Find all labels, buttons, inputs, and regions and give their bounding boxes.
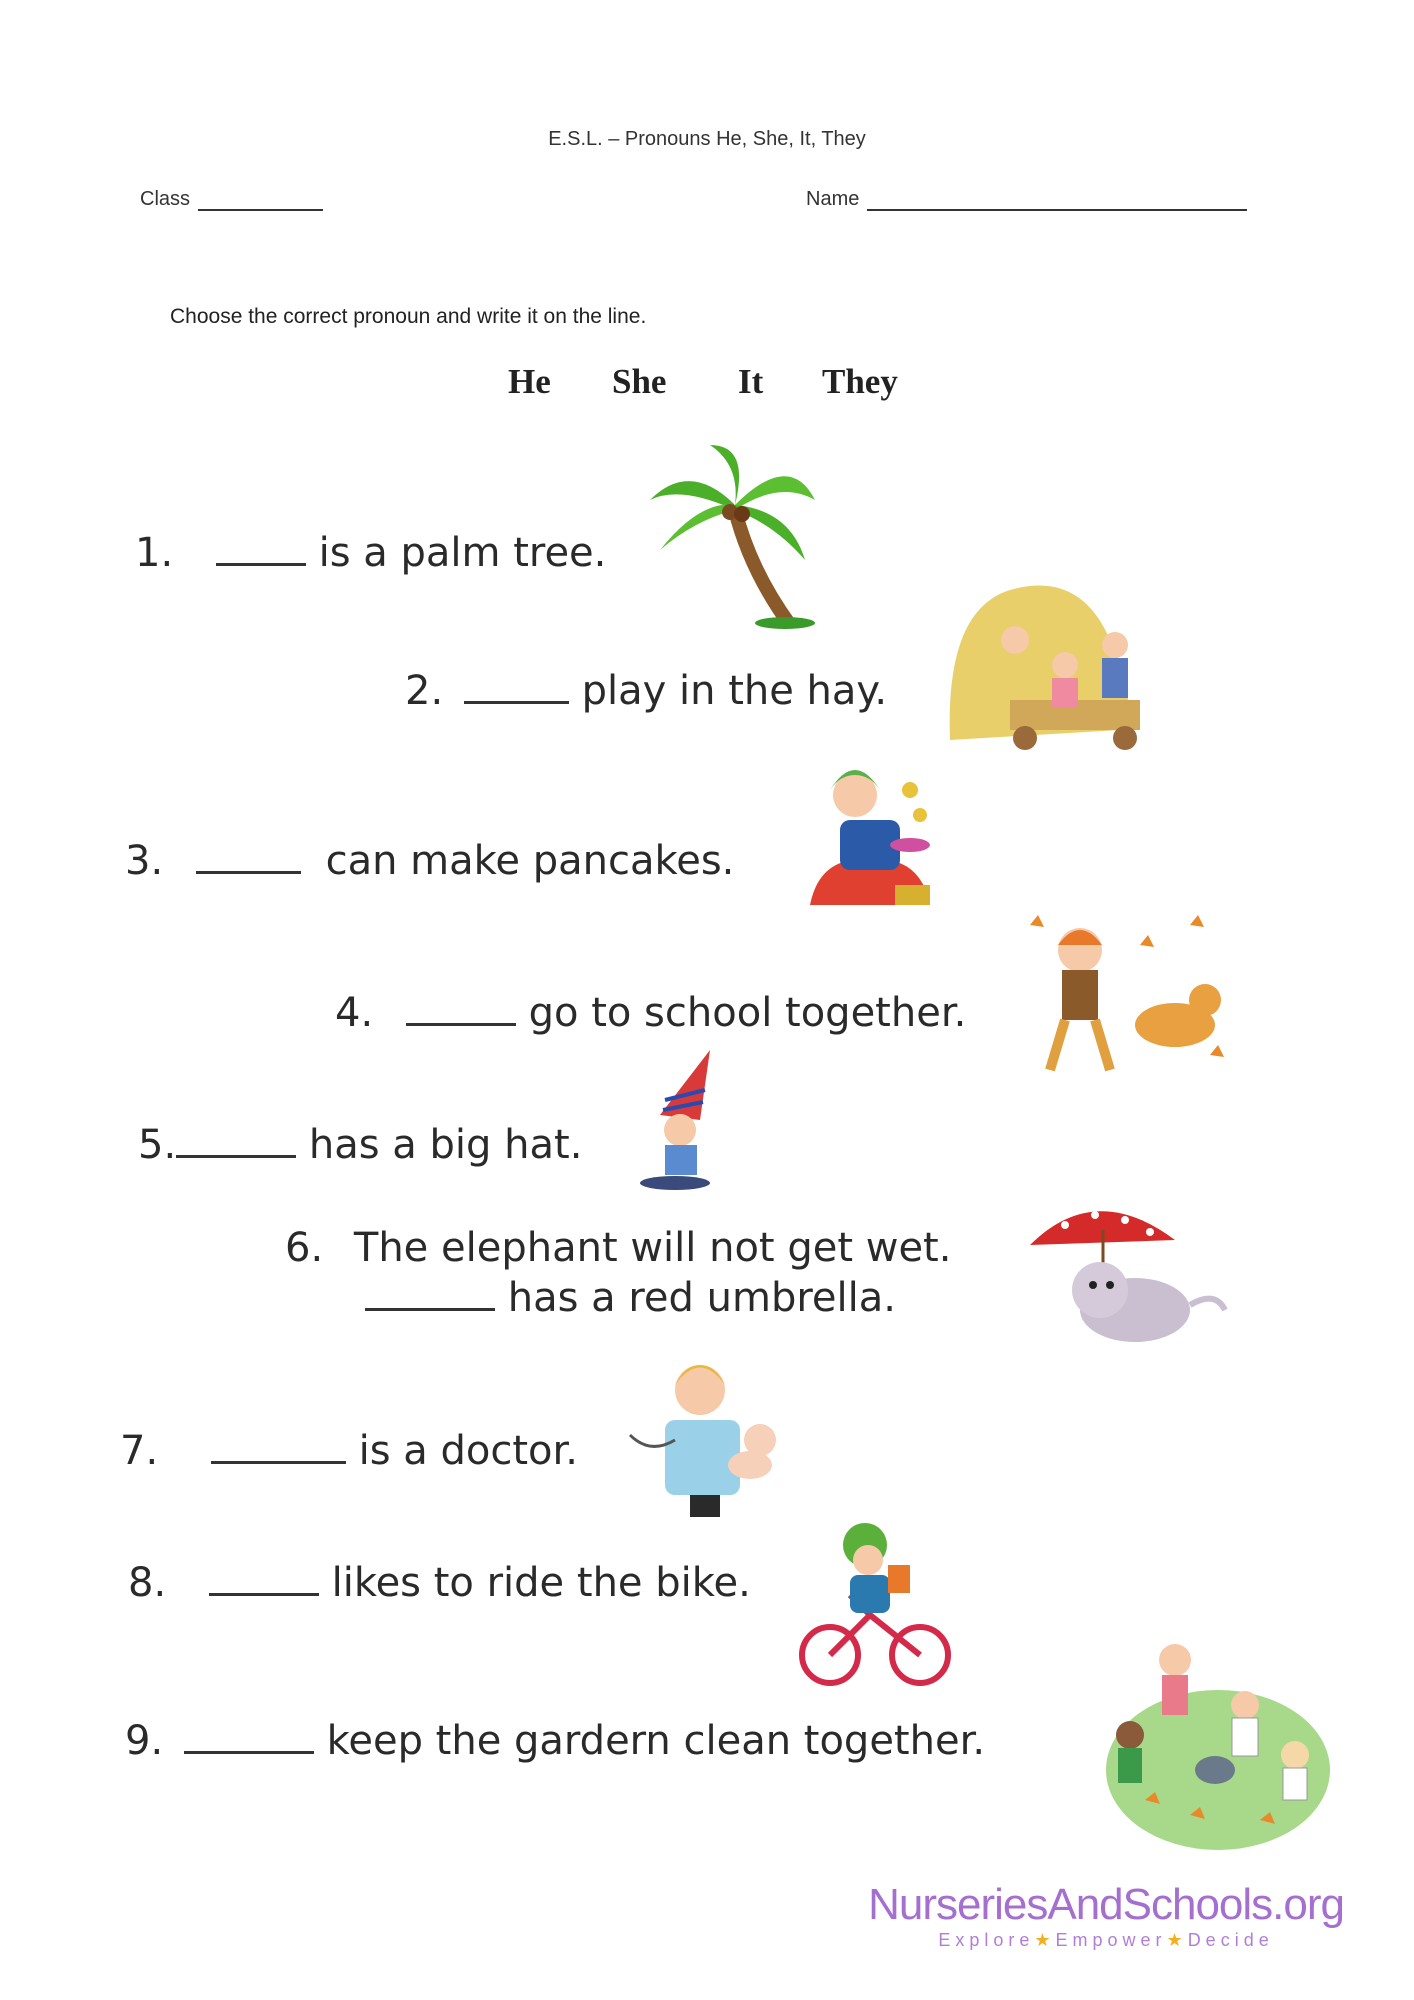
question-6 <box>285 1225 951 1271</box>
question-1 <box>135 530 606 576</box>
question-text: go to school together. <box>528 990 967 1036</box>
gnome-with-hat-image <box>635 1050 735 1195</box>
question-number: 4. <box>335 990 374 1036</box>
question-4 <box>335 990 966 1036</box>
question-3 <box>125 838 734 884</box>
answer-blank[interactable] <box>211 1431 346 1464</box>
answer-blank[interactable] <box>406 993 516 1026</box>
answer-blank[interactable] <box>176 1125 296 1158</box>
doctor-with-baby-image <box>620 1345 790 1520</box>
question-number: 2. <box>405 668 444 714</box>
star-icon: ★ <box>1166 1930 1188 1950</box>
question-5 <box>138 1122 582 1168</box>
question-6-line-2 <box>365 1275 896 1321</box>
question-number: 1. <box>135 530 174 576</box>
question-7 <box>120 1428 578 1474</box>
answer-blank[interactable] <box>196 841 301 874</box>
pronoun-they: They <box>822 362 898 401</box>
grandmother-cooking-image <box>800 745 940 910</box>
elephant-umbrella-image <box>1025 1190 1235 1355</box>
answer-blank[interactable] <box>216 533 306 566</box>
question-text: is a doctor. <box>358 1428 579 1474</box>
instruction-text: Choose the correct pronoun and write it on the line. <box>170 305 647 328</box>
answer-blank[interactable] <box>464 671 569 704</box>
tagline-empower: Empower <box>1055 1930 1167 1950</box>
question-number: 9. <box>125 1718 164 1764</box>
name-write-line[interactable] <box>867 209 1247 211</box>
question-text: likes to ride the bike. <box>331 1560 751 1606</box>
star-icon: ★ <box>1034 1930 1056 1950</box>
class-field <box>140 188 323 211</box>
pronoun-she: She <box>612 362 667 401</box>
boy-and-dog-image <box>1020 905 1230 1085</box>
answer-blank[interactable] <box>184 1721 314 1754</box>
worksheet-title: E.S.L. – Pronouns He, She, It, They <box>548 128 866 150</box>
answer-blank[interactable] <box>209 1563 319 1596</box>
question-text: has a big hat. <box>308 1122 583 1168</box>
name-field <box>806 188 1247 211</box>
logo-tagline <box>868 1930 1344 1951</box>
question-text: The elephant will not get wet. <box>353 1225 952 1271</box>
tagline-decide: Decide <box>1187 1930 1274 1950</box>
class-write-line[interactable] <box>198 209 323 211</box>
question-text: is a palm tree. <box>318 530 607 576</box>
question-8 <box>128 1560 751 1606</box>
answer-blank[interactable] <box>365 1278 495 1311</box>
child-on-bike-image <box>790 1515 960 1690</box>
pronoun-it: It <box>738 362 764 401</box>
pronoun-he: He <box>508 362 551 401</box>
name-label: Name <box>806 188 860 210</box>
question-text: play in the hay. <box>581 668 888 714</box>
logo-name: NurseriesAndSchools.org <box>868 1880 1344 1929</box>
palm-tree-image <box>640 440 820 630</box>
question-text: keep the gardern clean together. <box>326 1718 986 1764</box>
question-number: 3. <box>125 838 164 884</box>
question-text-2: has a red umbrella. <box>507 1275 896 1321</box>
class-label: Class <box>140 188 191 210</box>
question-number: 8. <box>128 1560 167 1606</box>
question-2 <box>405 668 887 714</box>
children-in-hay-image <box>940 570 1170 750</box>
question-number: 5. <box>138 1122 177 1168</box>
site-logo <box>868 1880 1344 1951</box>
question-number: 6. <box>285 1225 324 1271</box>
children-cleaning-garden-image <box>1100 1620 1335 1860</box>
tagline-explore: Explore <box>938 1930 1035 1950</box>
question-9 <box>125 1718 985 1764</box>
question-text: can make pancakes. <box>325 838 735 884</box>
question-number: 7. <box>120 1428 159 1474</box>
